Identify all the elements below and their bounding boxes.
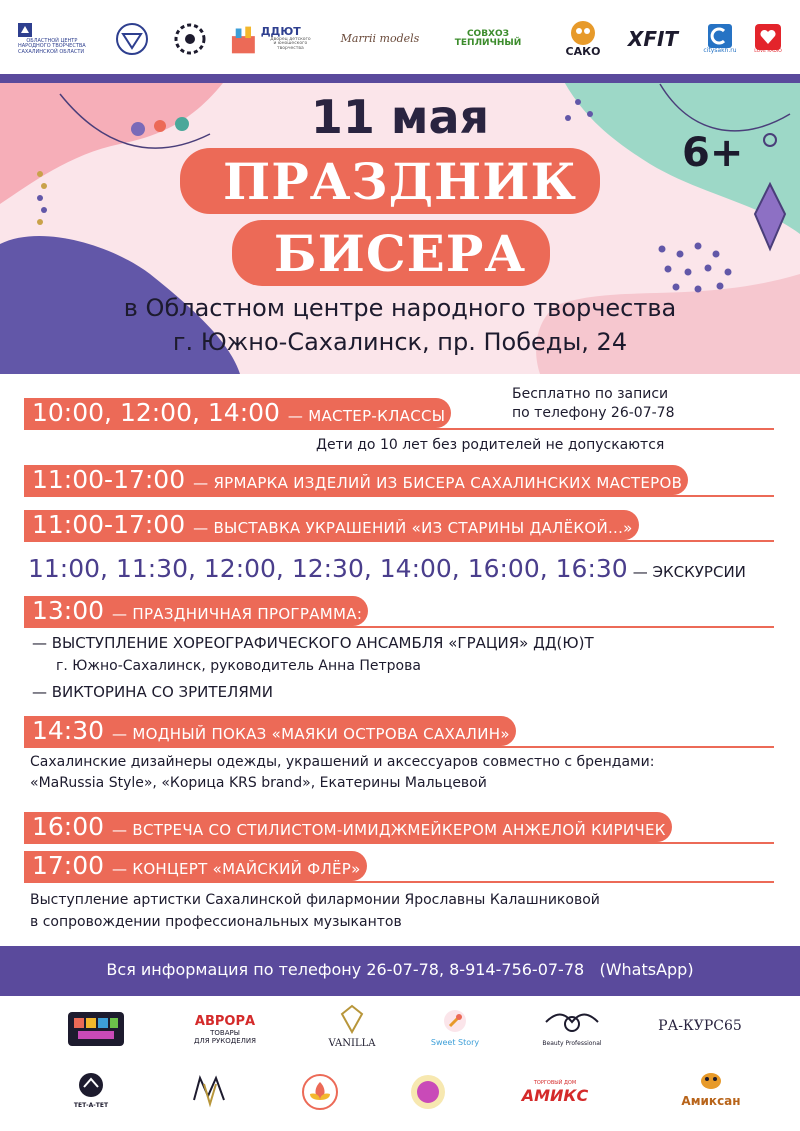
sako-owl-icon — [570, 20, 596, 46]
dk-badge-icon — [408, 1072, 448, 1112]
schedule-item-fair — [24, 465, 688, 495]
avrora-sub2: ДЛЯ РУКОДЕЛИЯ — [193, 1037, 257, 1045]
regional-emblem-icon — [18, 23, 32, 37]
sweet-story-logo-text: Sweet Story — [430, 1038, 480, 1047]
tours-times: 11:00, 11:30, 12:00, 12:30, 14:00, 16:00, 16:30 — [28, 554, 628, 583]
fashion-show-time: 14:30 — [32, 716, 105, 745]
amiks-top-text: ТОРГОВЫЙ ДОМ — [533, 1080, 577, 1086]
sponsor-tet-a-tet — [68, 1072, 114, 1112]
colorful-blocks-icon — [68, 1012, 124, 1046]
ministry-emblem-logo — [112, 16, 152, 62]
venue-line2: г. Южно-Сахалинск, пр. Победы, 24 — [172, 328, 628, 356]
fashion-show-note1: Сахалинские дизайнеры одежды, украшений и аксессуаров совместно с брендами: — [30, 754, 655, 770]
masterclass-note-children: Дети до 10 лет без родителей не допускаются — [316, 437, 665, 453]
age-rating: 6+ — [682, 130, 744, 176]
program-item-dance-sub: г. Южно-Сахалинск, руководитель Анна Петрова — [56, 658, 421, 674]
contact-info-text: Вся информация по телефону 26-07-78, 8-914-756-07-78 (WhatsApp) — [106, 960, 694, 979]
amiksan-logo-text: Амиксан — [681, 1094, 741, 1108]
sovkhoz-logo — [438, 16, 538, 62]
rakurs-logo-text: РА-КУРС65 — [658, 1018, 742, 1034]
program-item-dance: — ВЫСТУПЛЕНИЕ ХОРЕОГРАФИЧЕСКОГО АНСАМБЛЯ «ГРАЦИЯ» ДД(Ю)Т — [32, 634, 594, 652]
partner-logos-top — [0, 0, 800, 74]
fashion-show-note2: «MaRussia Style», «Корица KRS brand», Екатерины Мальцевой — [30, 775, 487, 791]
event-title-line2: БИСЕРА — [273, 224, 527, 283]
concert-note2: в сопровождении профессиональных музыкантов — [30, 914, 402, 930]
beauty-logo-text: Beauty Professional — [542, 1040, 602, 1047]
mariko-logo-text: Marrii models — [340, 32, 420, 46]
amiksan-mascot-icon — [699, 1072, 723, 1090]
love-radio-logo — [750, 16, 786, 62]
sako-logo — [558, 16, 608, 62]
love-radio-logo-text: LOVE RADIO — [754, 48, 782, 54]
mv-monogram-icon — [190, 1070, 230, 1114]
love-radio-heart-icon — [755, 24, 781, 50]
tours-title: — ЭКСКУРСИИ — [632, 563, 746, 581]
xfit-logo-text: XFIT — [627, 26, 679, 51]
program-title: — ПРАЗДНИЧНАЯ ПРОГРАММА: — [112, 605, 363, 623]
sponsor-rakurs — [650, 1018, 750, 1034]
ddut-logo: ДДЮТ Дворец детского и юношеского творчества — [230, 16, 320, 62]
masterclass-note-free: Бесплатно по записи — [512, 386, 669, 402]
ornament-icon — [173, 22, 207, 56]
sponsor-amiksan — [676, 1072, 746, 1108]
masterclass-time: 10:00, 12:00, 14:00 — [32, 398, 280, 427]
fair-title: — ЯРМАРКА ИЗДЕЛИЙ ИЗ БИСЕРА САХАЛИНСКИХ МАСТЕРОВ — [193, 474, 683, 492]
hero-banner — [0, 74, 800, 374]
vanilla-logo-text: VANILLA — [328, 1038, 376, 1049]
regional-center-logo: ОБЛАСТНОЙ ЦЕНТР НАРОДНОГО ТВОРЧЕСТВА САХАЛИНСКОЙ ОБЛАСТИ — [18, 16, 98, 62]
sponsor-beauty-professional — [532, 1008, 612, 1047]
ddut-castle-icon — [230, 22, 257, 56]
regional-center-caption: САХАЛИНСКОЙ ОБЛАСТИ — [18, 48, 85, 55]
ddut-logo-text: ДДЮТ — [260, 25, 301, 39]
sponsor-vanilla — [320, 1004, 384, 1049]
schedule-item-masterclasses — [24, 398, 451, 428]
sweet-story-icon — [442, 1008, 468, 1034]
fair-time: 11:00-17:00 — [32, 465, 186, 494]
avrora-sub1: ТОВАРЫ — [210, 1029, 240, 1037]
sako-logo-text: САКО — [565, 45, 601, 59]
schedule-item-exhibition — [24, 510, 639, 540]
schedule-item-fashion-show — [24, 716, 516, 746]
schedule-item-tours — [28, 554, 746, 583]
schedule-item-program — [24, 596, 368, 626]
sponsor-sweet-story — [420, 1008, 490, 1047]
sponsor-avrora — [185, 1014, 265, 1045]
ornament-logo — [170, 16, 210, 62]
sponsor-lotus-logo — [300, 1072, 340, 1112]
concert-note1: Выступление артистки Сахалинской филармонии Ярославны Калашниковой — [30, 892, 600, 908]
venue-line1: в Областном центре народного творчества — [123, 294, 677, 322]
schedule-item-stylist — [24, 812, 672, 842]
sponsor-dk-logo — [408, 1072, 448, 1112]
event-title-line1: ПРАЗДНИК — [222, 152, 578, 211]
fashion-show-title: — МОДНЫЙ ПОКАЗ «МАЯКИ ОСТРОВА САХАЛИН» — [112, 725, 510, 743]
schedule-item-concert — [24, 851, 367, 881]
exhibition-time: 11:00-17:00 — [32, 510, 186, 539]
event-date: 11 мая — [310, 90, 490, 144]
concert-title: — КОНЦЕРТ «МАЙСКИЙ ФЛЁР» — [112, 860, 361, 878]
beauty-crest-icon — [542, 1008, 602, 1036]
stylist-time: 16:00 — [32, 812, 105, 841]
contact-info-bar — [0, 946, 800, 996]
masterclass-note-phone: по телефону 26-07-78 — [512, 405, 675, 421]
sovkhoz-logo-text: СОВХОЗ ТЕПЛИЧНЫЙ — [454, 28, 522, 48]
masterclass-title: — МАСТЕР-КЛАССЫ — [287, 407, 446, 425]
hero-top-stripe — [0, 74, 800, 83]
tet-logo-text: ТЕТ-А-ТЕТ — [73, 1102, 109, 1109]
sponsor-colorful-logo — [68, 1012, 124, 1046]
sponsor-amiks — [505, 1080, 605, 1105]
sponsor-mv-logo — [190, 1070, 230, 1114]
avrora-logo-text: АВРОРА — [194, 1014, 256, 1029]
stylist-title: — ВСТРЕЧА СО СТИЛИСТОМ-ИМИДЖМЕЙКЕРОМ АНЖЕЛОЙ КИРИЧЕК — [112, 821, 666, 839]
pink-bottom-shape — [536, 274, 800, 374]
citysakh-icon — [708, 24, 732, 48]
tet-a-tet-icon — [74, 1072, 108, 1098]
mariko-logo — [340, 16, 420, 62]
lotus-icon — [300, 1072, 340, 1112]
program-item-quiz: — ВИКТОРИНА СО ЗРИТЕЛЯМИ — [32, 683, 273, 701]
citysakh-logo — [700, 16, 740, 62]
ministry-emblem-icon — [115, 22, 149, 56]
exhibition-title: — ВЫСТАВКА УКРАШЕНИЙ «ИЗ СТАРИНЫ ДАЛЁКОЙ...» — [193, 519, 633, 537]
vanilla-crest-icon — [340, 1004, 364, 1034]
xfit-logo — [618, 16, 688, 62]
citysakh-logo-text: citysakh.ru — [703, 46, 737, 54]
program-time: 13:00 — [32, 596, 105, 625]
amiks-logo-text: АМИКС — [521, 1086, 589, 1105]
concert-time: 17:00 — [32, 851, 105, 880]
